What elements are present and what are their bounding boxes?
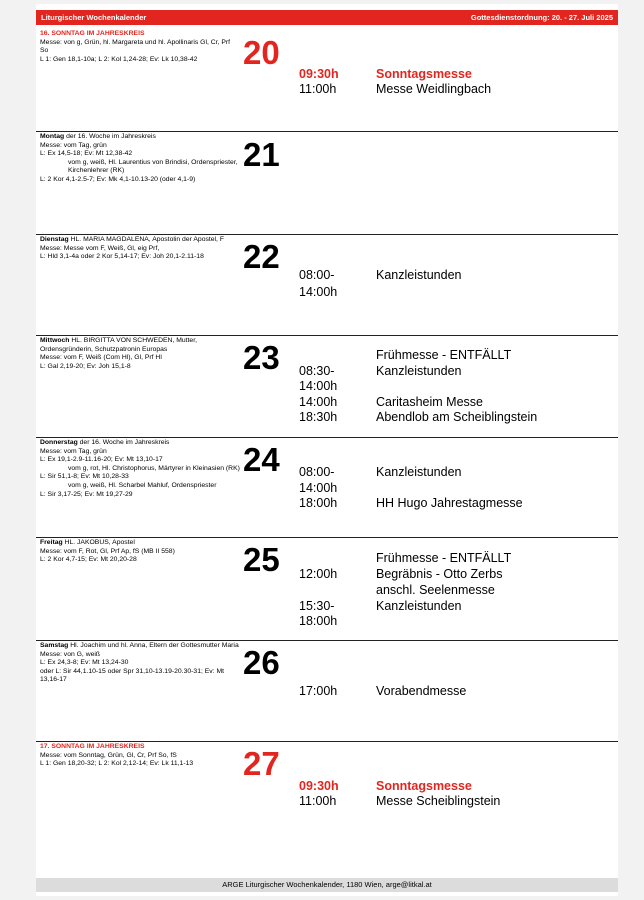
liturgy-text	[40, 236, 240, 262]
event-time: 18:00h	[299, 496, 338, 510]
event-time: 08:00-	[299, 465, 335, 479]
footer-bar: ARGE Liturgischer Wochenkalender, 1180 Wien, arge@litkal.at	[36, 878, 618, 892]
event-time: 14:00h	[299, 285, 338, 299]
event-title: HH Hugo Jahrestagmesse	[376, 496, 523, 510]
event-title: Frühmesse - ENTFÄLLT	[376, 348, 512, 362]
day-number: 23	[243, 339, 280, 376]
feast-name: der 16. Woche im Jahreskreis	[66, 133, 156, 140]
day-number: 24	[243, 441, 280, 478]
day-block-23	[36, 335, 618, 438]
day-block-27	[36, 741, 618, 871]
liturgy-line: L: Ex 14,5-18; Ev: Mt 12,38-42	[40, 150, 133, 158]
liturgy-line: L 1: Gen 18,1-10a; L 2: Kol 1,24-28; Ev: Lk 10,38-42	[40, 55, 198, 63]
event-title: Kanzleistunden	[376, 364, 462, 378]
liturgy-line: vom g, rot, Hl. Christophorus, Märtyrer in Kleinasien (RK)	[68, 464, 240, 472]
day-block-26	[36, 640, 618, 742]
liturgy-text	[40, 642, 240, 685]
weekday: Montag	[40, 133, 65, 140]
liturgy-line: L: Hld 3,1-4a oder 2 Kor 5,14-17; Ev: Joh 20,1-2.11-18	[40, 253, 204, 261]
day-block-20	[36, 28, 618, 132]
day-block-25	[36, 537, 618, 641]
liturgy-line: L: Ex 19,1-2.9-11.16-20; Ev: Mt 13,10-17	[40, 456, 163, 464]
liturgy-line: Messe: von g, Grün, hl. Margareta und hl. Apollinaris Gl, Cr, Prf So	[40, 38, 231, 55]
liturgy-text	[40, 439, 240, 499]
liturgy-line: L: Sir 51,1-8; Ev: Mt 10,28-33	[40, 473, 129, 481]
event-time: 14:00h	[299, 379, 338, 393]
day-number: 27	[243, 745, 280, 782]
day-block-22	[36, 234, 618, 336]
liturgy-line: Messe: Messe vom F, Weiß, Gl, eig Prf,	[40, 244, 160, 252]
header-date-range: Gottesdienstordnung: 20. - 27. Juli 2025	[470, 13, 613, 22]
liturgy-line: vom g, weiß, Hl. Laurentius von Brindisi, Ordenspriester, Kirchenlehrer (RK)	[68, 158, 238, 175]
event-title: Frühmesse - ENTFÄLLT	[376, 551, 512, 565]
weekday: Dienstag	[40, 236, 69, 243]
event-time: 09:30h	[299, 779, 339, 793]
liturgy-text	[40, 30, 240, 64]
day-number: 25	[243, 541, 280, 578]
feast-name: 17. SONNTAG IM JAHRESKREIS	[40, 743, 145, 750]
liturgy-line: Messe: vom Sonntag, Grün, Gl, Cr, Prf So, fS	[40, 751, 177, 759]
event-title: Begräbnis - Otto Zerbs	[376, 567, 503, 581]
feast-name: HL. JAKOBUS, Apostel	[64, 539, 135, 546]
event-time: 11:00h	[299, 82, 337, 96]
liturgy-line: Messe: vom Tag, grün	[40, 447, 107, 455]
liturgy-line: Messe: vom Tag, grün	[40, 141, 107, 149]
liturgy-line: L: Ex 24,3-8; Ev: Mt 13,24-30	[40, 659, 129, 667]
event-title: anschl. Seelenmesse	[376, 583, 495, 597]
event-title: Sonntagsmesse	[376, 67, 472, 81]
liturgy-text	[40, 133, 240, 185]
day-number: 26	[243, 644, 280, 681]
event-time: 12:00h	[299, 567, 338, 581]
liturgy-line: L: Sir 3,17-25; Ev: Mt 19,27-29	[40, 490, 133, 498]
weekday: Donnerstag	[40, 439, 78, 446]
liturgy-line: L: Gal 2,19-20; Ev: Joh 15,1-8	[40, 362, 131, 370]
event-title: Abendlob am Scheiblingstein	[376, 410, 538, 424]
liturgy-line: vom g, weiß, Hl. Scharbel Mahluf, Ordenspriester	[68, 481, 217, 489]
event-time: 14:00h	[299, 481, 338, 495]
liturgy-line: Messe: vom F, Rot, Gl, Prf Ap, fS (MB II 558)	[40, 547, 175, 555]
weekday: Samstag	[40, 642, 69, 649]
feast-name: 16. SONNTAG IM JAHRESKREIS	[40, 30, 145, 37]
event-time: 08:30-	[299, 364, 335, 378]
day-number: 21	[243, 136, 280, 173]
event-title: Messe Weidlingbach	[376, 82, 492, 96]
weekday: Mittwoch	[40, 337, 70, 344]
event-title: Sonntagsmesse	[376, 779, 472, 793]
weekday: Freitag	[40, 539, 63, 546]
header-bar	[36, 10, 618, 25]
event-title: Kanzleistunden	[376, 599, 462, 613]
day-block-24	[36, 437, 618, 538]
event-time: 15:30-	[299, 599, 335, 613]
liturgy-text	[40, 337, 240, 371]
liturgy-text	[40, 743, 240, 769]
liturgy-line: L 1: Gen 18,20-32; L 2: Kol 2,12-14; Ev: Lk 11,1-13	[40, 760, 194, 768]
event-time: 08:00-	[299, 268, 335, 282]
liturgy-line: Messe: vom F, Weiß (Com Hl), Gl, Prf Hl	[40, 354, 162, 362]
liturgy-line: L: 2 Kor 4,1-2.5-7; Ev: Mk 4,1-10.13-20 (oder 4,1-9)	[40, 175, 196, 183]
liturgy-line: L: 2 Kor 4,7-15; Ev: Mt 20,20-28	[40, 556, 137, 564]
event-time: 18:30h	[299, 410, 338, 424]
liturgy-text	[40, 539, 240, 565]
event-title: Messe Scheiblingstein	[376, 794, 501, 808]
event-title: Caritasheim Messe	[376, 395, 483, 409]
header-title: Liturgischer Wochenkalender	[41, 13, 147, 22]
day-number: 20	[243, 34, 280, 71]
event-time: 18:00h	[299, 614, 338, 628]
event-time: 11:00h	[299, 794, 337, 808]
event-time: 17:00h	[299, 684, 338, 698]
feast-name: HL. MARIA MAGDALENA, Apostolin der Apostel, F	[70, 236, 224, 243]
feast-name: der 16. Woche im Jahreskreis	[79, 439, 170, 446]
liturgy-line: oder L: Sir 44,1.10-15 oder Spr 31,10-13.19-20.30-31; Ev: Mt 13,16-17	[40, 667, 225, 684]
feast-name: Hl. Joachim und hl. Anna, Eltern der Gottesmutter Maria	[70, 642, 239, 649]
day-block-21	[36, 131, 618, 235]
event-time: 14:00h	[299, 395, 338, 409]
calendar-page	[36, 4, 618, 896]
event-time: 09:30h	[299, 67, 339, 81]
event-title: Kanzleistunden	[376, 268, 462, 282]
liturgy-line: Messe: von G, weiß	[40, 650, 101, 658]
event-title: Kanzleistunden	[376, 465, 462, 479]
day-number: 22	[243, 238, 280, 275]
feast-name: HL. BIRGITTA VON SCHWEDEN, Mutter, Ordensgründerin, Schutzpatronin Europas	[40, 337, 197, 353]
event-title: Vorabendmesse	[376, 684, 467, 698]
